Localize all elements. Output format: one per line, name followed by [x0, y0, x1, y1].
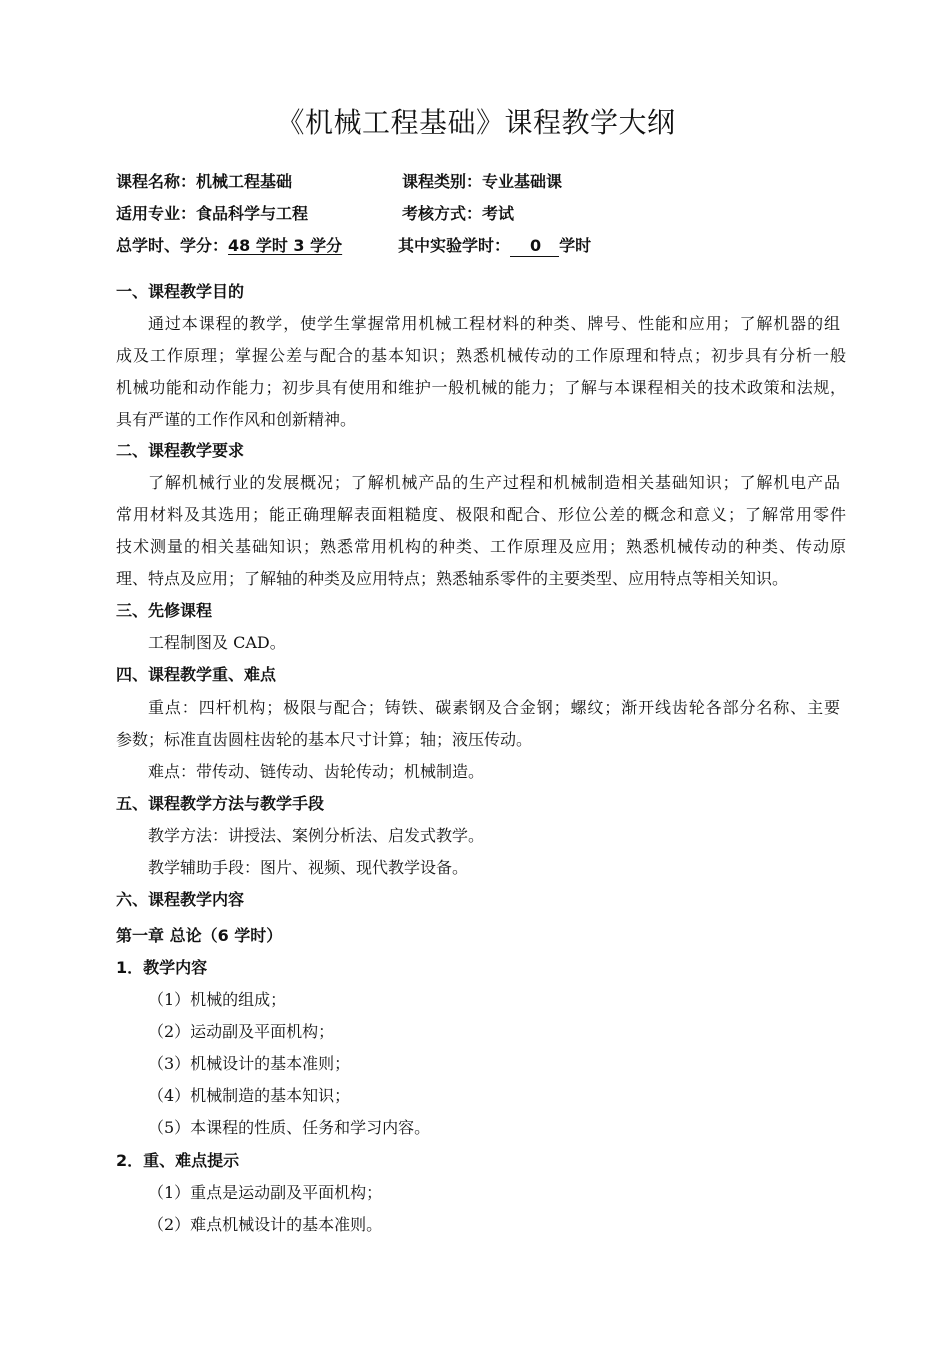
subheading-teaching-content: 1．教学内容 [116, 958, 208, 977]
lab-hours-value: 0 [510, 236, 559, 257]
s4-line-2: 参数；标准直齿圆柱齿轮的基本尺寸计算；轴；液压传动。 [116, 730, 533, 749]
section-heading-4: 四、课程教学重、难点 [116, 665, 277, 684]
hours-value: 48 学时 3 学分 [228, 236, 343, 255]
s2-line-1: 了解机械行业的发展概况；了解机械产品的生产过程和机械制造相关基础知识；了解机电产品 [148, 473, 840, 492]
s1-line-1: 通过本课程的教学，使学生掌握常用机械工程材料的种类、牌号、性能和应用；了解机器的组 [148, 314, 840, 333]
s2-line-2: 常用材料及其选用；能正确理解表面粗糙度、极限和配合、形位公差的概念和意义；了解常用零件 [116, 505, 846, 524]
applicable-major: 适用专业：食品科学与工程 [116, 204, 309, 223]
s2-line-4: 理、特点及应用；了解轴的种类及应用特点；熟悉轴系零件的主要类型、应用特点等相关知识。 [116, 569, 789, 588]
section-heading-3: 三、先修课程 [116, 601, 213, 620]
content-item-2: （2）运动副及平面机构； [148, 1022, 335, 1041]
content-item-4: （4）机械制造的基本知识； [148, 1086, 351, 1105]
lab-hours-unit: 学时 [559, 236, 592, 255]
chapter-heading: 第一章 总论（6 学时） [116, 926, 283, 945]
document-title: 《机械工程基础》课程教学大纲 [276, 106, 676, 139]
lab-hours [398, 235, 591, 257]
content-item-3: （3）机械设计的基本准则； [148, 1054, 351, 1073]
key-point-item-1: （1）重点是运动副及平面机构； [148, 1183, 383, 1202]
lab-hours-label: 其中实验学时： [398, 236, 511, 255]
meta-row-3 [116, 235, 592, 257]
section-heading-1: 一、课程教学目的 [116, 282, 245, 301]
s1-line-2: 成及工作原理；掌握公差与配合的基本知识；熟悉机械传动的工作原理和特点；初步具有分析一般 [116, 346, 846, 365]
section-heading-6: 六、课程教学内容 [116, 890, 245, 909]
s1-line-4: 具有严谨的工作作风和创新精神。 [116, 410, 357, 429]
course-type: 课程类别：专业基础课 [402, 172, 563, 191]
subheading-key-points: 2．重、难点提示 [116, 1151, 240, 1170]
s1-line-3: 机械功能和动作能力；初步具有使用和维护一般机械的能力；了解与本课程相关的技术政策和法规， [116, 378, 846, 397]
hours-label: 总学时、学分： [116, 236, 229, 255]
s5-line-1: 教学方法：讲授法、案例分析法、启发式教学。 [148, 826, 485, 845]
meta-row-1 [116, 171, 563, 193]
s3-line-1: 工程制图及 CAD。 [148, 633, 286, 652]
content-item-1: （1）机械的组成； [148, 990, 287, 1009]
content-item-5: （5）本课程的性质、任务和学习内容。 [148, 1118, 431, 1137]
section-heading-5: 五、课程教学方法与教学手段 [116, 794, 325, 813]
s2-line-3: 技术测量的相关基础知识；熟悉常用机构的种类、工作原理及应用；熟悉机械传动的种类、传动原 [116, 537, 846, 556]
assessment-method: 考核方式：考试 [402, 204, 515, 223]
s4-line-3: 难点：带传动、链传动、齿轮传动；机械制造。 [148, 762, 485, 781]
s5-line-2: 教学辅助手段：图片、视频、现代教学设备。 [148, 858, 469, 877]
s4-line-1: 重点：四杆机构；极限与配合；铸铁、碳素钢及合金钢；螺纹；渐开线齿轮各部分名称、主要 [148, 698, 840, 717]
key-point-item-2: （2）难点机械设计的基本准则。 [148, 1215, 383, 1234]
course-name: 课程名称：机械工程基础 [116, 172, 293, 191]
meta-row-2 [116, 203, 515, 225]
section-heading-2: 二、课程教学要求 [116, 441, 245, 460]
